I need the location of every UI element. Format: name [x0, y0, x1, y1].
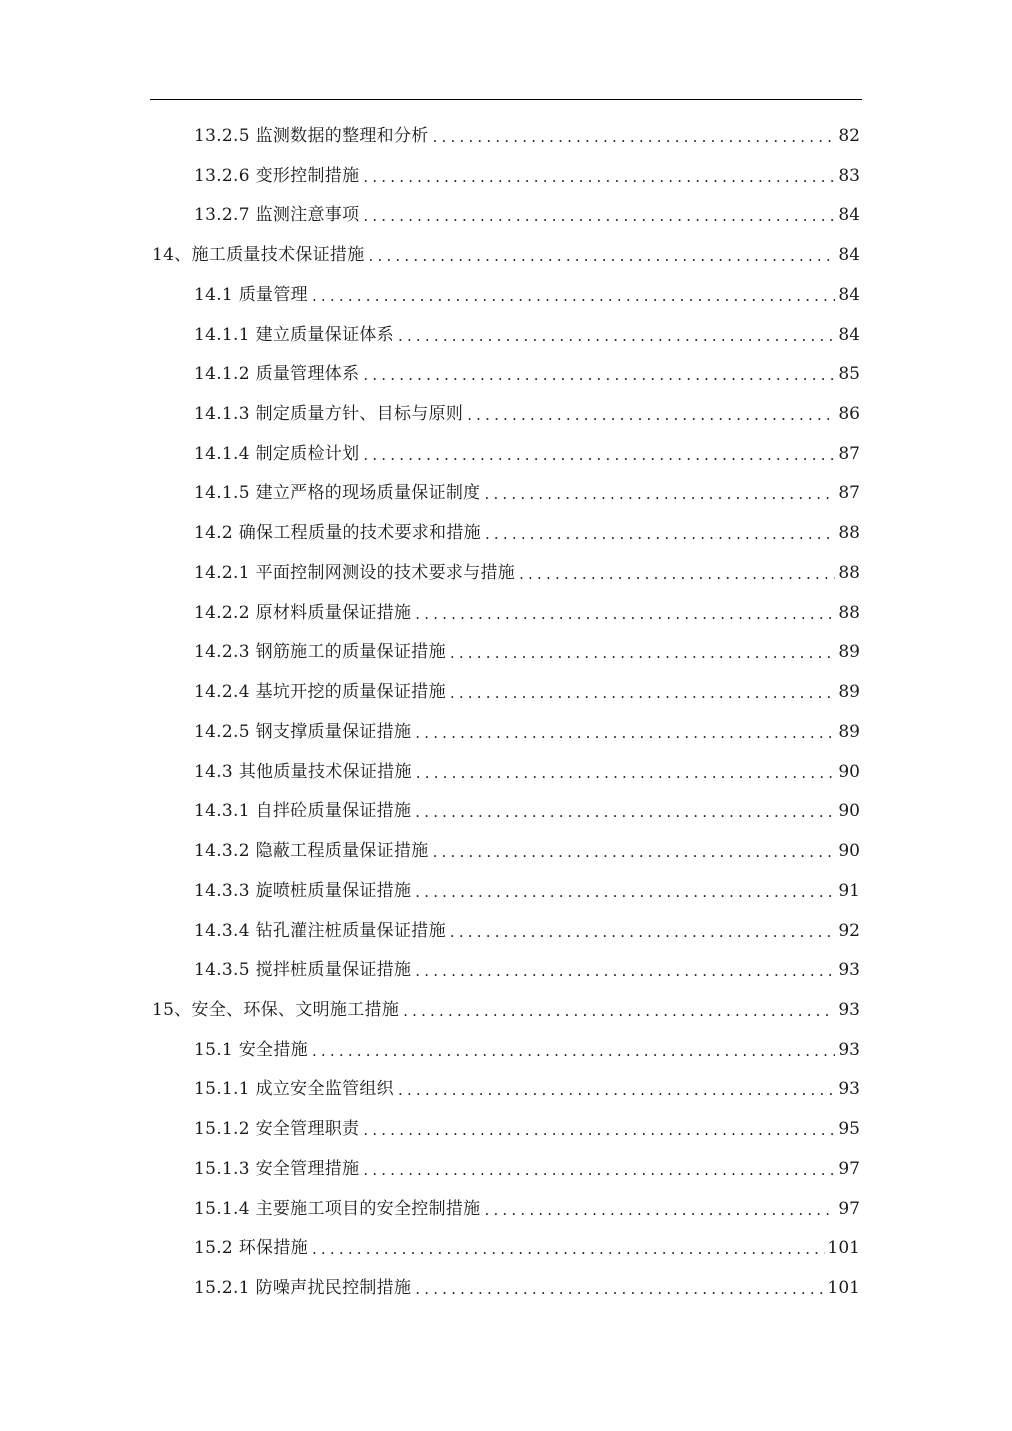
- toc-entry-title: 15.1.1 成立安全监管组织: [194, 1079, 394, 1100]
- toc-entry-page-number: 93: [838, 1079, 860, 1100]
- dot-leader: [363, 167, 835, 187]
- dot-leader: [415, 882, 835, 902]
- header-rule: [150, 99, 862, 100]
- toc-entry-title: 15.2 环保措施: [194, 1238, 308, 1259]
- dot-leader: [484, 484, 835, 504]
- toc-entry-title: 14.2.2 原材料质量保证措施: [194, 602, 412, 623]
- toc-entry-page-number: 90: [838, 761, 860, 782]
- toc-entry-title: 14.1.5 建立严格的现场质量保证制度: [194, 483, 481, 504]
- dot-leader: [398, 326, 835, 346]
- dot-leader: [398, 1080, 835, 1100]
- toc-entry-page-number: 89: [838, 682, 860, 703]
- toc-entry-title: 14.1 质量管理: [194, 284, 308, 305]
- toc-entry-title: 15.2.1 防噪声扰民控制措施: [194, 1278, 412, 1299]
- toc-entry[interactable]: [150, 553, 860, 593]
- toc-entry-page-number: 93: [838, 960, 860, 981]
- toc-entry-title: 14.3.4 钻孔灌注桩质量保证措施: [194, 920, 446, 941]
- toc-entry-title: 15.1.3 安全管理措施: [194, 1158, 360, 1179]
- toc-entry-title: 14.1.1 建立质量保证体系: [194, 324, 394, 345]
- toc-entry-page-number: 90: [838, 841, 860, 862]
- toc-entry-title: 14.3.3 旋喷桩质量保证措施: [194, 880, 412, 901]
- toc-entry-title: 14.3 其他质量技术保证措施: [194, 761, 412, 782]
- toc-entry[interactable]: [150, 474, 860, 514]
- toc-entry[interactable]: [150, 1268, 860, 1308]
- dot-leader: [450, 683, 835, 703]
- toc-entry[interactable]: [150, 116, 860, 156]
- toc-entry[interactable]: [150, 394, 860, 434]
- toc-entry-page-number: 88: [838, 523, 860, 544]
- dot-leader: [369, 246, 835, 266]
- dot-leader: [363, 1120, 835, 1140]
- toc-entry[interactable]: [150, 513, 860, 553]
- toc-entry-page-number: 84: [838, 284, 860, 305]
- toc-entry-page-number: 93: [838, 1039, 860, 1060]
- toc-entry-title: 15.1 安全措施: [194, 1039, 308, 1060]
- toc-entry[interactable]: [150, 1030, 860, 1070]
- toc-entry[interactable]: [150, 672, 860, 712]
- dot-leader: [467, 405, 835, 425]
- dot-leader: [519, 564, 835, 584]
- toc-entry-page-number: 89: [838, 721, 860, 742]
- toc-entry[interactable]: [150, 1109, 860, 1149]
- toc-entry[interactable]: [150, 950, 860, 990]
- toc-entry-title: 13.2.6 变形控制措施: [194, 165, 360, 186]
- dot-leader: [415, 961, 835, 981]
- dot-leader: [363, 206, 835, 226]
- dot-leader: [485, 524, 835, 544]
- toc-entry[interactable]: [150, 593, 860, 633]
- toc-entry[interactable]: [150, 752, 860, 792]
- toc-entry-title: 14.2.5 钢支撑质量保证措施: [194, 721, 412, 742]
- dot-leader: [450, 643, 835, 663]
- dot-leader: [450, 922, 835, 942]
- toc-entry-page-number: 101: [827, 1278, 860, 1299]
- dot-leader: [416, 763, 835, 783]
- toc-entry[interactable]: [150, 1070, 860, 1110]
- toc-entry-title: 13.2.7 监测注意事项: [194, 205, 360, 226]
- toc-entry-page-number: 93: [838, 1000, 860, 1021]
- toc-entry[interactable]: [150, 315, 860, 355]
- dot-leader: [484, 1200, 835, 1220]
- toc-entry-title: 15.1.4 主要施工项目的安全控制措施: [194, 1198, 481, 1219]
- toc-entry-page-number: 88: [838, 562, 860, 583]
- toc-entry-page-number: 84: [838, 324, 860, 345]
- toc-entry-title: 14.3.1 自拌砼质量保证措施: [194, 801, 412, 822]
- toc-entry[interactable]: [150, 791, 860, 831]
- toc-entry[interactable]: [150, 1229, 860, 1269]
- toc-entry-title: 14.1.2 质量管理体系: [194, 364, 360, 385]
- toc-entry-title: 14.2.4 基坑开挖的质量保证措施: [194, 682, 446, 703]
- toc-entry-title: 14.2.1 平面控制网测设的技术要求与措施: [194, 562, 516, 583]
- dot-leader: [363, 1160, 835, 1180]
- toc-entry[interactable]: [150, 275, 860, 315]
- toc-entry-page-number: 89: [838, 642, 860, 663]
- toc-entry-title: 14.2 确保工程质量的技术要求和措施: [194, 523, 481, 544]
- dot-leader: [415, 802, 835, 822]
- toc-entry[interactable]: [150, 354, 860, 394]
- toc-entry-page-number: 90: [838, 801, 860, 822]
- toc-entry-page-number: 84: [838, 205, 860, 226]
- toc-entry-page-number: 82: [838, 125, 860, 146]
- toc-entry-title: 14.2.3 钢筋施工的质量保证措施: [194, 642, 446, 663]
- toc-entry-title: 14.3.5 搅拌桩质量保证措施: [194, 960, 412, 981]
- toc-entry[interactable]: [150, 712, 860, 752]
- toc-entry[interactable]: [150, 871, 860, 911]
- dot-leader: [415, 604, 835, 624]
- toc-entry-title: 15、安全、环保、文明施工措施: [152, 1000, 400, 1021]
- toc-entry-title: 13.2.5 监测数据的整理和分析: [194, 125, 429, 146]
- toc-entry[interactable]: [150, 831, 860, 871]
- dot-leader: [363, 365, 835, 385]
- toc-entry-page-number: 92: [838, 920, 860, 941]
- toc-entry-page-number: 86: [838, 404, 860, 424]
- toc-entry-title: 14.1.3 制定质量方针、目标与原则: [194, 404, 464, 424]
- dot-leader: [312, 286, 835, 306]
- toc-entry-title: 14.1.4 制定质检计划: [194, 443, 360, 464]
- table-of-contents: [150, 116, 860, 1308]
- dot-leader: [415, 723, 835, 743]
- toc-entry[interactable]: [150, 235, 860, 275]
- dot-leader: [363, 445, 835, 465]
- dot-leader: [415, 1279, 824, 1299]
- toc-entry-page-number: 91: [838, 880, 860, 901]
- toc-entry-page-number: 87: [838, 443, 860, 464]
- toc-entry-page-number: 97: [838, 1198, 860, 1219]
- toc-entry-page-number: 83: [838, 165, 860, 186]
- dot-leader: [433, 842, 835, 862]
- toc-entry[interactable]: [150, 1189, 860, 1229]
- toc-entry-page-number: 88: [838, 602, 860, 623]
- toc-entry[interactable]: [150, 990, 860, 1030]
- toc-entry[interactable]: [150, 633, 860, 673]
- toc-entry[interactable]: [150, 195, 860, 235]
- toc-entry-page-number: 85: [838, 364, 860, 385]
- dot-leader: [403, 1001, 835, 1021]
- toc-entry-title: 14.3.2 隐蔽工程质量保证措施: [194, 841, 429, 862]
- toc-entry[interactable]: [150, 434, 860, 474]
- dot-leader: [312, 1041, 835, 1061]
- dot-leader: [433, 127, 835, 147]
- toc-entry[interactable]: [150, 1149, 860, 1189]
- toc-entry-page-number: 87: [838, 483, 860, 504]
- toc-entry-page-number: 95: [838, 1119, 860, 1140]
- toc-entry[interactable]: [150, 156, 860, 196]
- toc-entry-page-number: 84: [838, 245, 860, 266]
- toc-entry-page-number: 97: [838, 1158, 860, 1179]
- toc-entry-title: 15.1.2 安全管理职责: [194, 1119, 360, 1140]
- toc-entry-page-number: 101: [827, 1238, 860, 1259]
- dot-leader: [312, 1239, 825, 1259]
- toc-entry[interactable]: [150, 911, 860, 951]
- toc-entry-title: 14、施工质量技术保证措施: [152, 245, 365, 266]
